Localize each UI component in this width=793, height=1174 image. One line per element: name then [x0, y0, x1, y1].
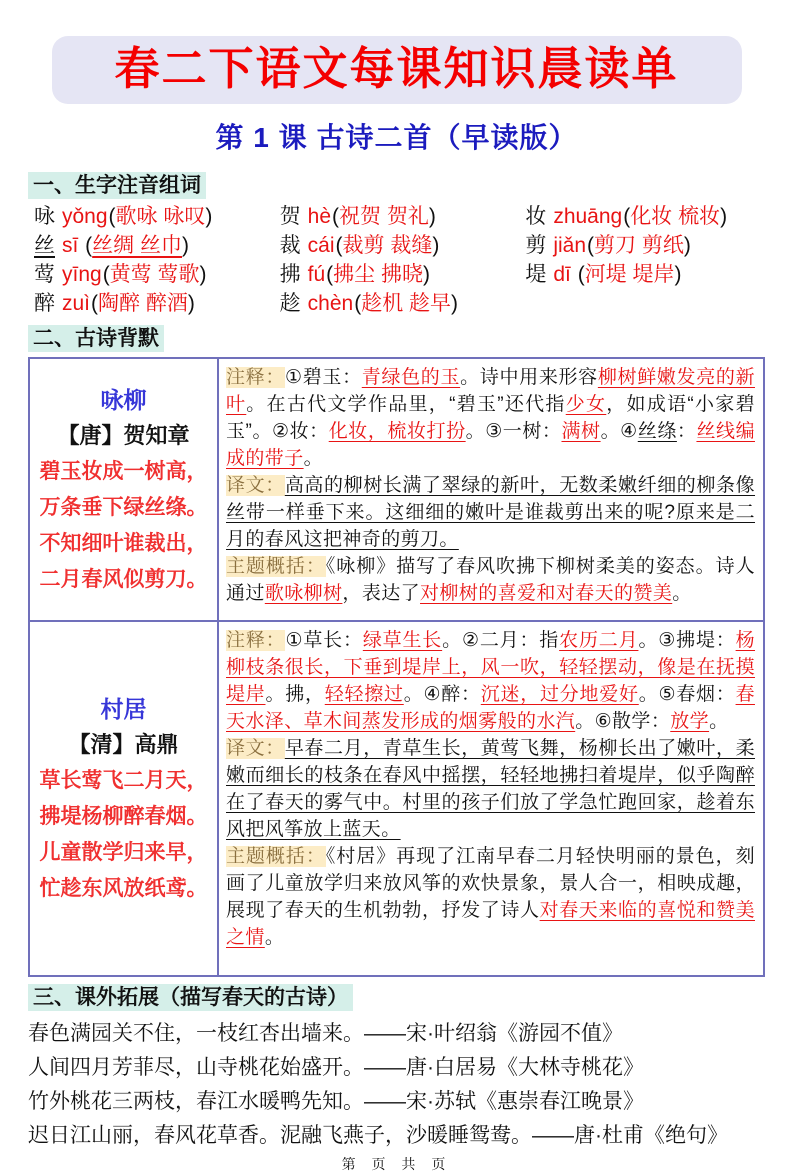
- entry-pinyin: dī: [553, 263, 577, 286]
- entry-pinyin: jiǎn: [553, 234, 587, 257]
- entry-pinyin: fú: [307, 263, 326, 286]
- notes-paragraph: 注释：①草长：绿草生长。②二月：指农历二月。③拂堤：杨柳枝条很长，下垂到堤岸上，风一吹，轻轻摆动，像是在抚摸堤岸。拂，轻轻擦过。④醉：沉迷，过分地爱好。⑤春烟：春天水泽、草木间蒸发形成的烟雾般的水汽。⑥散学：放学。: [226, 630, 756, 732]
- section3-heading: 三、课外拓展（描写春天的古诗）: [28, 984, 353, 1011]
- paren-open: (: [587, 234, 595, 257]
- poem-author: 【唐】贺知章: [57, 422, 190, 448]
- word-entry: [274, 204, 520, 230]
- paren-open: (: [102, 263, 110, 286]
- entry-pinyin: yǒng: [62, 205, 108, 228]
- paren-close: ): [432, 234, 440, 257]
- entry-character: 裁: [279, 234, 301, 257]
- entry-character: 堤: [525, 263, 547, 286]
- page-content: [0, 156, 793, 1153]
- theme-paragraph: 主题概括：《村居》再现了江南早春二月轻快明丽的景色，刻画了儿童放学归来放风筝的欢快景象，景人合一，相映成趣，展现了春天的生机勃勃，抒发了诗人对春天来临的喜悦和赞美之情。: [226, 846, 755, 948]
- entry-words: 陶醉 醉酒: [98, 292, 188, 315]
- paren-open: (: [91, 292, 99, 315]
- paren-open: (: [577, 263, 585, 286]
- extension-line: 竹外桃花三两枝，春江水暖鸭先知。——宋·苏轼《惠崇春江晚景》: [28, 1090, 644, 1113]
- lesson-subtitle: 第 1 课 古诗二首（早读版）: [215, 122, 578, 153]
- entry-words: 剪刀 剪纸: [594, 234, 684, 257]
- paren-close: ): [428, 205, 436, 228]
- entry-words: 祝贺 贺礼: [339, 205, 429, 228]
- word-entry: [519, 204, 765, 230]
- word-entry: [274, 291, 520, 317]
- word-entry: [28, 262, 274, 288]
- entry-character: 贺: [279, 205, 301, 228]
- table-row-cunju: [30, 620, 763, 975]
- word-grid: [28, 204, 765, 317]
- section2-heading: 二、古诗背默: [28, 325, 164, 352]
- poem-line: 忙趁东风放纸鸢。: [39, 876, 208, 900]
- entry-character: 咏: [34, 205, 55, 228]
- poem-line: 万条垂下绿丝绦。: [39, 495, 208, 519]
- paren-close: ): [720, 205, 728, 228]
- paren-close: ): [674, 263, 682, 286]
- poem-line: 二月春风似剪刀。: [39, 567, 208, 591]
- entry-words: 歌咏 咏叹: [115, 205, 206, 228]
- entry-words: 化妆 梳妆: [630, 205, 721, 228]
- poem-cell: [30, 622, 219, 975]
- poem-author: 【清】高鼎: [68, 731, 179, 757]
- entry-pinyin: zuì: [62, 292, 91, 315]
- word-entry: [28, 291, 274, 317]
- poem-cell: [30, 359, 219, 620]
- entry-words: 河堤 堤岸: [584, 263, 675, 286]
- extension-line: 迟日江山丽，春风花草香。泥融飞燕子，沙暖睡鸳鸯。——唐·杜甫《绝句》: [28, 1124, 728, 1147]
- paren-close: ): [423, 263, 431, 286]
- poem-line: 碧玉妆成一树高，: [39, 459, 208, 483]
- paren-open: (: [326, 263, 334, 286]
- entry-pinyin: sī: [62, 234, 85, 257]
- extension-line: 人间四月芳菲尽，山寺桃花始盛开。——唐·白居易《大林寺桃花》: [28, 1056, 644, 1079]
- entry-pinyin: zhuāng: [553, 205, 623, 228]
- word-entry: [28, 204, 274, 230]
- entry-pinyin: yīng: [62, 263, 102, 286]
- section1-heading: 一、生字注音组词: [28, 172, 206, 199]
- word-entry: [274, 262, 520, 288]
- table-row-yongliu: [30, 359, 763, 620]
- paren-open: (: [335, 234, 343, 257]
- entry-words: 趁机 趁早: [361, 292, 452, 315]
- paren-close: ): [187, 292, 195, 315]
- entry-character: 妆: [525, 205, 547, 228]
- paren-open: (: [332, 205, 340, 228]
- poems-table: [28, 357, 765, 977]
- paren-open: (: [108, 205, 116, 228]
- poem-line: 拂堤杨柳醉春烟。: [39, 804, 208, 828]
- paren-close: ): [199, 263, 207, 286]
- poem-line: 草长莺飞二月天，: [39, 768, 208, 792]
- page-title: 春二下语文每课知识晨读单: [114, 43, 679, 94]
- word-entry: [519, 233, 765, 259]
- entry-character: 醉: [34, 292, 55, 315]
- entry-character: 莺: [34, 263, 55, 286]
- theme-paragraph: 主题概括：《咏柳》描写了春风吹拂下柳树柔美的姿态。诗人通过歌咏柳树，表达了对柳树的喜爱和对春天的赞美。: [226, 556, 755, 604]
- title-banner: [52, 36, 742, 104]
- poem-title: 咏柳: [100, 386, 147, 413]
- word-entry: [274, 233, 520, 259]
- annotation-cell: [219, 359, 763, 620]
- paren-close: ): [182, 234, 190, 257]
- paren-open: (: [85, 234, 93, 257]
- extension-poems: [28, 1017, 765, 1153]
- paren-close: ): [451, 292, 459, 315]
- entry-pinyin: hè: [307, 205, 332, 228]
- entry-character: 趁: [279, 292, 301, 315]
- paren-open: (: [354, 292, 362, 315]
- word-entry: [519, 262, 765, 288]
- word-entry: [28, 233, 274, 259]
- translation-paragraph: 译文：早春二月，青草生长，黄莺飞舞，杨柳长出了嫩叶，柔嫩而细长的枝条在春风中摇摆，轻轻地拂扫着堤岸，似乎陶醉在了春天的雾气中。村里的孩子们放了学急忙跑回家，趁着东风把风筝放上蓝天。: [226, 738, 756, 840]
- notes-paragraph: 注释：①碧玉：青绿色的玉。诗中用来形容柳树鲜嫩发亮的新叶。在古代文学作品里，“碧玉”还代指少女，如成语“小家碧玉”。②妆：化妆，梳妆打扮。③一树：满树。④丝绦：丝线编成的带子。: [226, 367, 755, 469]
- entry-words: 丝绸 丝巾: [92, 234, 183, 257]
- word-entry-empty: [519, 291, 765, 317]
- annotation-cell: [219, 622, 763, 975]
- poem-title: 村居: [100, 695, 147, 722]
- entry-words: 黄莺 莺歌: [109, 263, 200, 286]
- paren-open: (: [623, 205, 631, 228]
- entry-pinyin: cái: [307, 234, 335, 257]
- poem-line: 不知细叶谁裁出，: [39, 531, 208, 555]
- entry-words: 裁剪 裁缝: [342, 234, 433, 257]
- entry-character: 剪: [525, 234, 547, 257]
- poem-line: 儿童散学归来早，: [39, 840, 208, 864]
- entry-words: 拂尘 拂晓: [333, 263, 424, 286]
- paren-close: ): [205, 205, 213, 228]
- paren-close: ): [683, 234, 691, 257]
- page-footer: 第 页 共 页: [341, 1156, 452, 1172]
- extension-line: 春色满园关不住，一枝红杏出墙来。——宋·叶绍翁《游园不值》: [28, 1022, 623, 1045]
- entry-character: 丝: [34, 234, 55, 257]
- translation-paragraph: 译文：高高的柳树长满了翠绿的新叶，无数柔嫩纤细的柳条像丝带一样垂下来。这细细的嫩叶是谁裁剪出来的呢?原来是二月的春风这把神奇的剪刀。: [226, 475, 756, 550]
- entry-pinyin: chèn: [307, 292, 354, 315]
- entry-character: 拂: [279, 263, 301, 286]
